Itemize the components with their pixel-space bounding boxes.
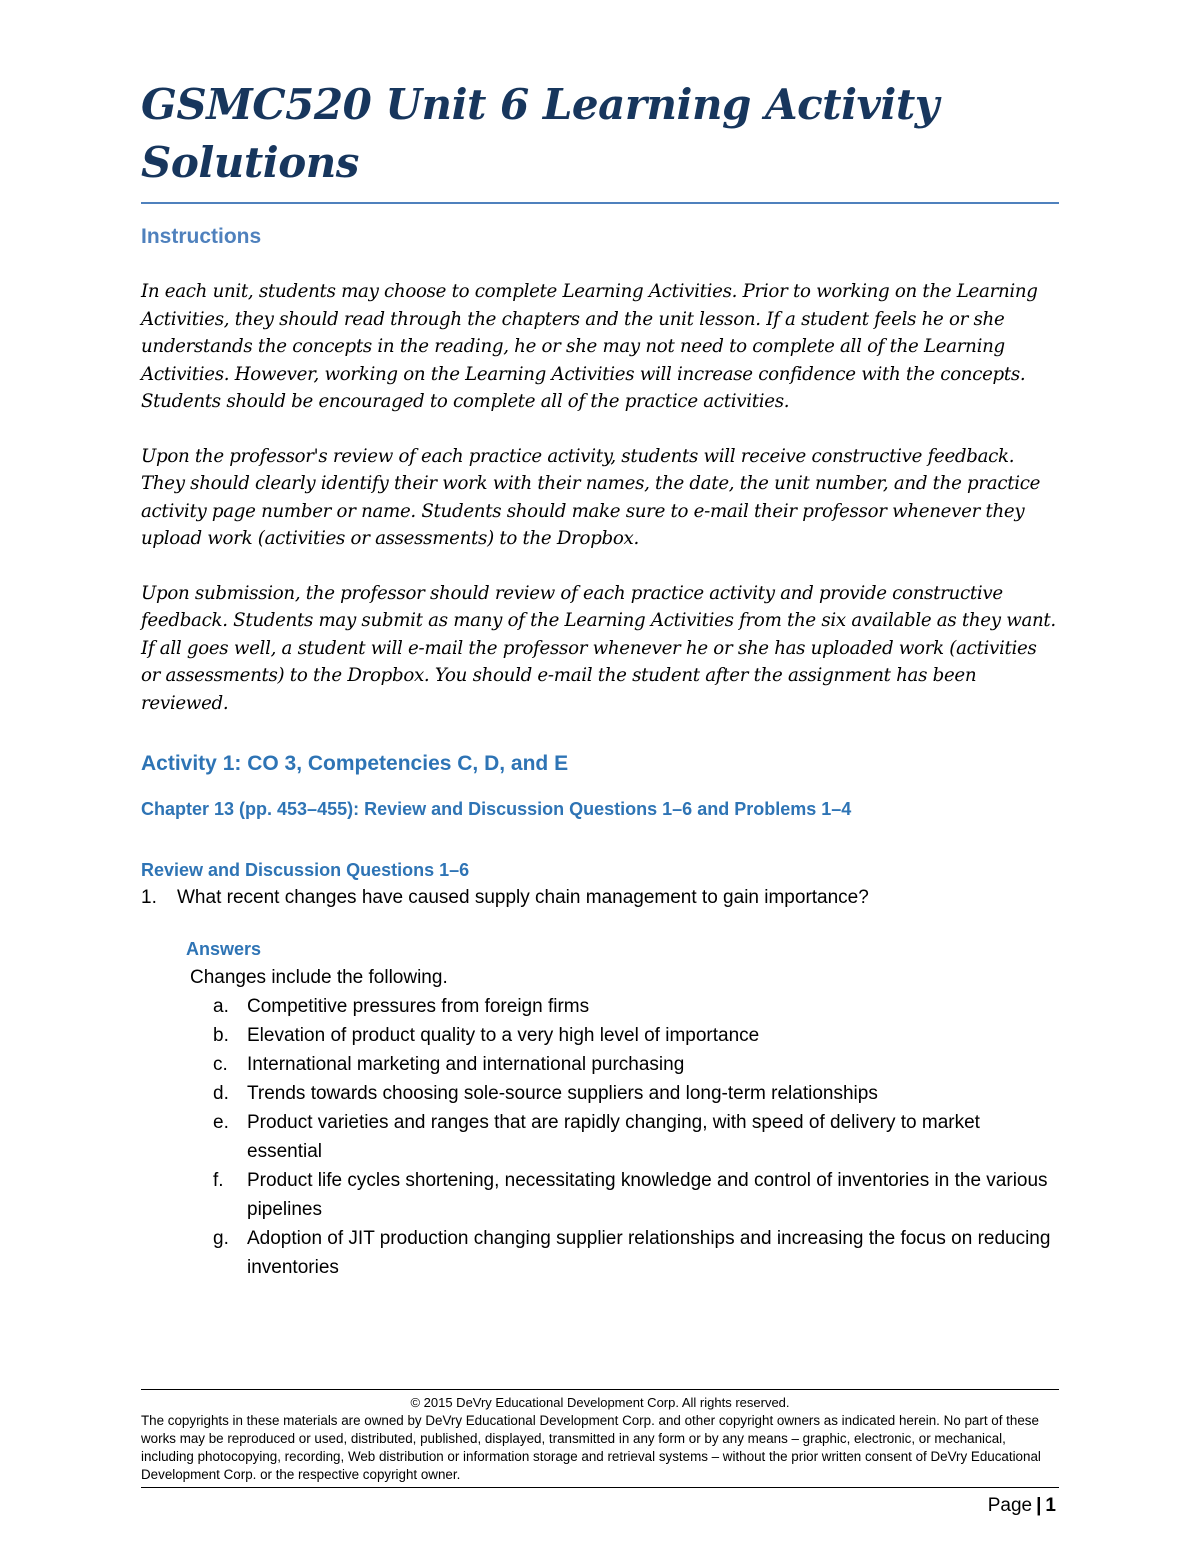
list-item-text: Adoption of JIT production changing supplier relationships and increasing the focus on reducing inventories: [247, 1228, 1051, 1278]
list-item: [213, 1050, 1059, 1079]
answers-list: [213, 992, 1059, 1282]
instructions-heading: Instructions: [141, 225, 262, 248]
list-item-text: International marketing and international purchasing: [247, 1054, 685, 1075]
list-item: [213, 1079, 1059, 1108]
list-item: [213, 992, 1059, 1021]
list-item-text: Product varieties and ranges that are rapidly changing, with speed of delivery to market essential: [247, 1112, 980, 1162]
question-number: 1.: [141, 887, 157, 908]
question-1: [141, 885, 1059, 911]
list-item: [213, 1166, 1059, 1224]
page-separator: |: [1036, 1495, 1042, 1516]
copyright-notice: © 2015 DeVry Educational Development Corp. All rights reserved.: [410, 1395, 790, 1410]
list-item-letter: c.: [213, 1054, 228, 1075]
list-item: [213, 1108, 1059, 1166]
chapter-heading: Chapter 13 (pp. 453–455): Review and Discussion Questions 1–6 and Problems 1–4: [141, 799, 852, 819]
instructions-paragraph-3: Upon submission, the professor should review of each practice activity and provide constructive feedback. Students may submit as many of the Learning Activities from the six available as they want. If all goes well, a student will e-mail the professor whenever he or she has uploaded work (activities or assessments) to the Dropbox. You should e-mail the student after the assignment has been reviewed.: [141, 582, 1056, 714]
list-item-letter: e.: [213, 1112, 229, 1133]
list-item-text: Product life cycles shortening, necessitating knowledge and control of inventories in the various pipelines: [247, 1170, 1048, 1220]
document-page: [141, 76, 1059, 1282]
instructions-paragraph-2: Upon the professor's review of each practice activity, students will receive constructive feedback. They should clearly identify their work with their names, the date, the unit number, and the practice activity page number or name. Students should make sure to e-mail their professor whenever they upload work (activities or assessments) to the Dropbox.: [141, 445, 1041, 549]
list-item-letter: g.: [213, 1228, 229, 1249]
list-item-letter: f.: [213, 1170, 224, 1191]
review-questions-heading: Review and Discussion Questions 1–6: [141, 860, 470, 880]
answers-intro: Changes include the following.: [190, 967, 448, 988]
activity-heading: Activity 1: CO 3, Competencies C, D, and E: [141, 752, 569, 775]
page-footer: [141, 1389, 1059, 1519]
list-item-letter: d.: [213, 1083, 229, 1104]
page-number: [141, 1493, 1056, 1519]
page-label: Page: [987, 1495, 1033, 1516]
instructions-paragraph-1: In each unit, students may choose to complete Learning Activities. Prior to working on the Learning Activities, they should read through the chapters and the unit lesson. If a student feels he or she understands the concepts in the reading, he or she may not need to complete all of the Learning Activities. However, working on the Learning Activities will increase confidence with the concepts. Students should be encouraged to complete all of the practice activities.: [141, 281, 1038, 412]
list-item-text: Trends towards choosing sole-source suppliers and long-term relationships: [247, 1083, 878, 1104]
legal-notice: The copyrights in these materials are owned by DeVry Educational Development Corp. and other copyright owners as indicated herein. No part of these works may be reproduced or used, distributed, published, displayed, transmitted in any form or by any means – graphic, electronic, or mechanical, including photocopying, recording, Web distribution or information storage and retrieval systems – without the prior written consent of DeVry Educational Development Corp. or the respective copyright owner.: [141, 1412, 1059, 1488]
list-item-text: Competitive pressures from foreign firms: [247, 996, 590, 1017]
list-item-text: Elevation of product quality to a very high level of importance: [247, 1025, 760, 1046]
document-title: GSMC520 Unit 6 Learning Activity Solutions: [141, 76, 1059, 204]
list-item: [213, 1224, 1059, 1282]
answers-heading: Answers: [186, 939, 262, 959]
list-item: [213, 1021, 1059, 1050]
list-item-letter: b.: [213, 1025, 229, 1046]
question-text: What recent changes have caused supply chain management to gain importance?: [177, 887, 869, 908]
page-number-value: 1: [1045, 1495, 1056, 1516]
list-item-letter: a.: [213, 996, 229, 1017]
